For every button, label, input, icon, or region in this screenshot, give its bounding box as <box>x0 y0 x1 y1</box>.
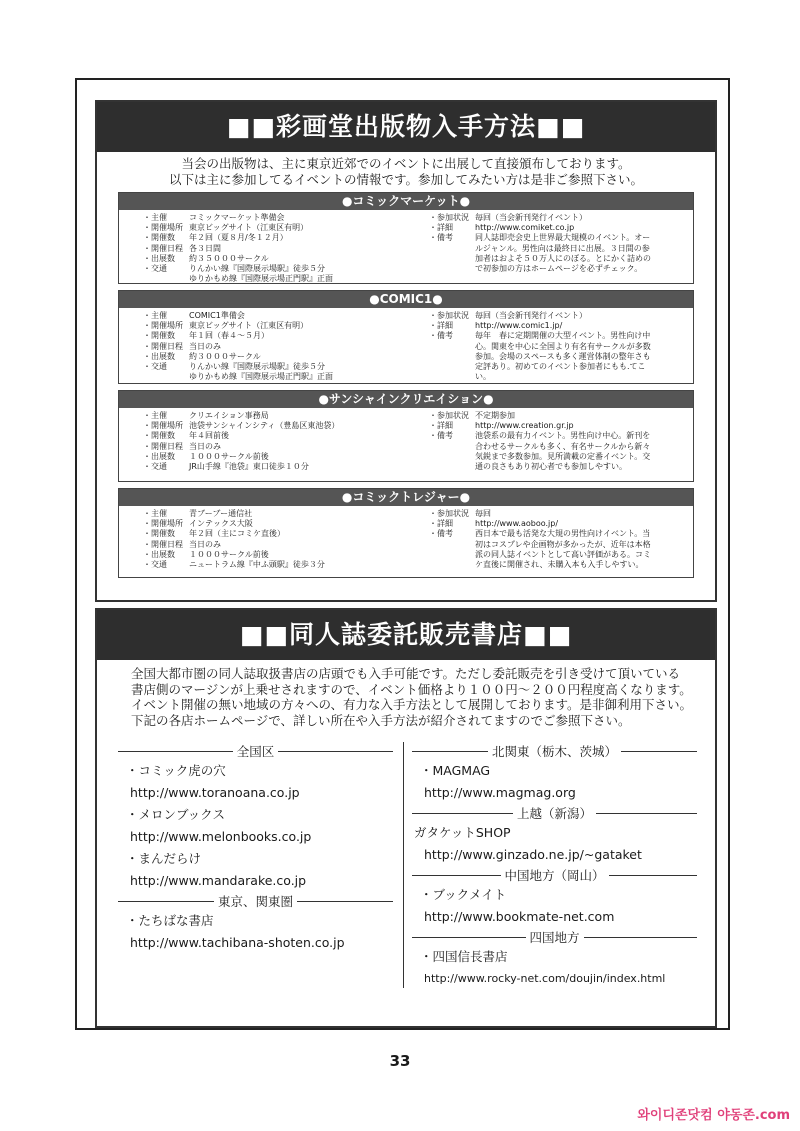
region-divider <box>118 892 393 910</box>
intro-line-2: 以下は主に参加してるイベントの情報です。参加してみたい方は是非ご参照下さい。 <box>168 172 643 187</box>
event-info-row <box>429 529 699 570</box>
event-info-value: りんかい線『国際展示場駅』徒歩５分 <box>189 264 325 274</box>
region-label: 全国区 <box>236 744 275 759</box>
event-info-key: ・開催日程 <box>143 441 183 451</box>
event-info-row <box>143 362 433 372</box>
shop-url[interactable]: http://www.magmag.org <box>424 785 576 800</box>
event-info-value: １０００サークル前後 <box>189 549 269 559</box>
event-info-value[interactable]: http://www.creation.gr.jp <box>475 421 574 431</box>
event-info-key: ・開催場所 <box>143 223 183 233</box>
event-info-value: 年２回（夏８月/冬１２月） <box>189 233 288 243</box>
event-info-key: ・交通 <box>143 362 167 372</box>
event-info-row <box>143 462 433 472</box>
event-info-row <box>143 264 433 274</box>
event-info-row <box>429 431 699 472</box>
shop-url[interactable]: http://www.bookmate-net.com <box>424 909 615 924</box>
region-divider <box>412 928 697 946</box>
shops-intro-line: イベント開催の無い地域の方々への、有力な入手方法として展開しております。是非御利用下さい。 <box>131 697 693 712</box>
event-info-value[interactable]: http://www.aoboo.jp/ <box>475 519 559 529</box>
event-info-value: 同人誌即売会史上世界最大規模のイベント。オールジャンル。男性向は最終日に出展。３日間の参加者はおよそ５０万人にのぼる。とにかく詰めので初参加の方はホームページを必ずチェック。 <box>475 233 651 274</box>
shops-title: ■■同人誌委託販売書店■■ <box>97 610 715 660</box>
event-info-key: ・主催 <box>143 213 167 222</box>
event-name: ●コミックマーケット● <box>119 193 693 210</box>
event-name: ●サンシャインクリエイション● <box>119 391 693 408</box>
shop-name: ・MAGMAG <box>420 763 491 778</box>
shop-url[interactable]: http://www.tachibana-shoten.co.jp <box>130 935 345 950</box>
event-info-key: ・出展数 <box>143 351 175 361</box>
region-label: 中国地方（岡山） <box>504 868 605 883</box>
shop-name: ・ブックメイト <box>420 887 507 902</box>
shop-url[interactable]: http://www.mandarake.co.jp <box>130 873 307 888</box>
event-info-value: 年１回（春４～５月） <box>189 331 269 341</box>
region-label: 東京、関東圏 <box>218 894 294 909</box>
event-info-value[interactable]: http://www.comiket.co.jp <box>475 223 575 233</box>
event-info-key <box>143 274 189 284</box>
event-info-row <box>143 529 433 539</box>
event-info-row <box>143 342 433 352</box>
event-info-row <box>429 519 699 529</box>
shop-name: ・たちばな書店 <box>126 913 214 928</box>
event-box <box>118 488 694 578</box>
event-info-key: ・交通 <box>143 264 167 274</box>
event-info-row <box>143 244 433 254</box>
shops-right-column <box>412 742 697 990</box>
event-info-row <box>429 233 699 274</box>
event-info-value: １０００サークル前後 <box>189 451 269 461</box>
event-info-value: 毎回 <box>475 509 491 518</box>
event-info-key: ・開催数 <box>143 431 175 441</box>
event-info-value: JR山手線『池袋』東口徒歩１０分 <box>189 462 309 472</box>
column-divider <box>403 742 404 988</box>
event-info-row <box>143 442 433 452</box>
event-info-value: インテックス大阪 <box>189 519 253 529</box>
event-info-value: 当日のみ <box>189 441 221 451</box>
event-info-row <box>143 421 433 431</box>
region-label: 上越（新潟） <box>517 806 593 821</box>
event-info-key: ・備考 <box>429 529 453 539</box>
event-info-value: りんかい線『国際展示場駅』徒歩５分 <box>189 362 325 372</box>
event-info-row <box>143 372 433 382</box>
event-info-row <box>429 223 699 233</box>
event-info-key: ・詳細 <box>429 321 453 331</box>
region-label: 北関東（栃木、茨城） <box>492 744 618 759</box>
event-info-key: ・備考 <box>429 233 453 243</box>
event-info-key: ・開催場所 <box>143 321 183 331</box>
event-info-key: ・出展数 <box>143 549 175 559</box>
event-info-key: ・開催数 <box>143 529 175 539</box>
event-info-key: ・開催日程 <box>143 341 183 351</box>
event-info-value: COMIC1準備会 <box>189 311 245 320</box>
event-info-value: 毎年 春に定期開催の大型イベント。男性向け中心。関東を中心に全国より有名有サークルが多数参加。会場のスペースも多く運営体制の整年さも定評あり。初めてのイベント参加者にもも.てこい。 <box>475 331 651 382</box>
event-info-key: ・開催数 <box>143 331 175 341</box>
events-intro <box>97 152 715 188</box>
event-info-row <box>429 311 699 321</box>
intro-line-1: 当会の出版物は、主に東京近郊でのイベントに出展して直接頒布しております。 <box>181 156 631 171</box>
event-info-value: 約３５０００サークル <box>189 253 269 263</box>
event-info-key: ・交通 <box>143 462 167 472</box>
shops-intro <box>97 660 715 728</box>
shop-url[interactable]: http://www.ginzado.ne.jp/~gataket <box>424 847 642 862</box>
event-info-value: 池袋サンシャインシティ（豊島区東池袋） <box>189 421 340 431</box>
region-divider <box>118 742 393 760</box>
event-info-row <box>429 421 699 431</box>
event-info-row <box>143 223 433 233</box>
event-info-value: ニュートラム線『中ふ頭駅』徒歩３分 <box>189 560 325 570</box>
event-info-row <box>143 331 433 341</box>
event-info-value: 青ブーブー通信社 <box>189 509 253 518</box>
shop-name: ・四国信長書店 <box>420 949 508 964</box>
event-info-row <box>429 321 699 331</box>
event-name: ●コミックトレジャー● <box>119 489 693 506</box>
event-info-value: ゆりかもめ線『国際展示場正門駅』正面 <box>189 274 333 284</box>
event-info-value: コミックマーケット準備会 <box>189 213 285 222</box>
region-divider <box>412 866 697 884</box>
event-info-key: ・参加状況 <box>429 213 469 222</box>
event-info-value: 約３０００サークル <box>189 351 261 361</box>
event-info-value: 東京ビッグサイト（江東区有明） <box>189 223 309 233</box>
event-info-row <box>143 233 433 243</box>
event-info-row <box>143 550 433 560</box>
shops-left-column <box>118 742 393 954</box>
event-info-row <box>143 321 433 331</box>
shop-url[interactable]: http://www.toranoana.co.jp <box>130 785 300 800</box>
event-info-key: ・詳細 <box>429 421 453 431</box>
event-info-key: ・交通 <box>143 560 167 570</box>
event-info-value: 当日のみ <box>189 341 221 351</box>
event-info-value: 西日本で最も活発な大規の男性向けイベント。当初はコスプレや企画物が多かったが、近年は本格派の同人誌イベントとして高い評価がある。コミケ直後に開催され、未購入本も入手しやすい。 <box>475 529 651 570</box>
event-info-value: 毎回（当会新刊発行イベント） <box>475 311 587 320</box>
page-number: 33 <box>389 1052 411 1070</box>
event-info-value: 不定期参加 <box>475 411 515 420</box>
shop-name: ・メロンブックス <box>126 807 226 822</box>
event-info-row <box>429 213 699 223</box>
event-info-row <box>143 452 433 462</box>
event-name: ●COMIC1● <box>119 291 693 308</box>
event-info-key: ・出展数 <box>143 253 175 263</box>
event-info-value: 各３日間 <box>189 243 221 253</box>
event-info-key: ・開催場所 <box>143 421 183 431</box>
event-info-key: ・開催日程 <box>143 243 183 253</box>
event-info-key: ・参加状況 <box>429 509 469 518</box>
event-info-value: 毎回（当会新刊発行イベント） <box>475 213 587 222</box>
event-info-row <box>143 274 433 284</box>
event-info-key: ・主催 <box>143 509 167 518</box>
shops-intro-line: 書店側のマージンが上乗せされますので、イベント価格より１００円～２００円程度高くなります。 <box>131 681 692 697</box>
event-info-key: ・詳細 <box>429 519 453 529</box>
event-info-key: ・備考 <box>429 431 453 441</box>
shop-name: ・コミック虎の穴 <box>126 763 226 778</box>
events-title: ■■彩画堂出版物入手方法■■ <box>97 102 715 152</box>
event-info-row <box>429 331 699 382</box>
event-info-row <box>143 540 433 550</box>
watermark: 와이디존닷컴 야동존.com <box>637 1108 790 1123</box>
event-info-key: ・詳細 <box>429 223 453 233</box>
event-info-key: ・参加状況 <box>429 311 469 320</box>
event-info-row <box>143 411 433 421</box>
shop-url[interactable]: http://www.rocky-net.com/doujin/index.html <box>424 972 666 985</box>
shop-name: ガタケットSHOP <box>414 825 511 840</box>
event-info-value: 当日のみ <box>189 539 221 549</box>
event-info-value: 年４回前後 <box>189 431 229 441</box>
event-info-row <box>143 311 433 321</box>
event-info-value: クリエイション事務局 <box>189 411 269 420</box>
event-info-key: ・出展数 <box>143 451 175 461</box>
event-info-key: ・備考 <box>429 331 453 341</box>
region-label: 四国地方 <box>529 930 580 945</box>
event-info-key: ・開催数 <box>143 233 175 243</box>
event-info-value: 東京ビッグサイト（江東区有明） <box>189 321 309 331</box>
event-info-key: ・主催 <box>143 311 167 320</box>
region-divider <box>412 804 697 822</box>
event-info-value: ゆりかもめ線『国際展示場正門駅』正面 <box>189 372 333 382</box>
event-box <box>118 192 694 284</box>
shops-intro-line: 下記の各店ホームページで、詳しい所在や入手方法が紹介されてますのでご参照下さい。 <box>131 712 631 728</box>
event-info-row <box>143 213 433 223</box>
event-info-row <box>143 519 433 529</box>
event-info-key: ・主催 <box>143 411 167 420</box>
event-info-value[interactable]: http://www.comic1.jp/ <box>475 321 563 331</box>
event-box <box>118 390 694 482</box>
event-info-row <box>143 560 433 570</box>
event-info-row <box>429 509 699 519</box>
event-info-row <box>429 411 699 421</box>
event-box <box>118 290 694 384</box>
event-info-row <box>143 254 433 264</box>
event-info-value: 年２回（主にコミケ直後） <box>189 529 285 539</box>
event-info-key: ・開催場所 <box>143 519 183 529</box>
event-info-key <box>143 372 189 382</box>
shop-url[interactable]: http://www.melonbooks.co.jp <box>130 829 312 844</box>
event-info-row <box>143 431 433 441</box>
event-info-row <box>143 352 433 362</box>
shop-name: ・まんだらけ <box>126 851 202 866</box>
event-info-value: 池袋系の最有力イベント。男性向け中心。新刊を合わせるサークルも多く、有名サークルから新々気鋭まで多数参加。見所満載の定番イベント。交通の良さもあり初心者でも参加しやすい。 <box>475 431 651 472</box>
event-info-key: ・開催日程 <box>143 539 183 549</box>
event-info-key: ・参加状況 <box>429 411 469 420</box>
region-divider <box>412 742 697 760</box>
shops-intro-line: 全国大都市圏の同人誌取扱書店の店頭でも入手可能です。ただし委託販売を引き受けて頂いている <box>131 666 681 681</box>
event-info-row <box>143 509 433 519</box>
